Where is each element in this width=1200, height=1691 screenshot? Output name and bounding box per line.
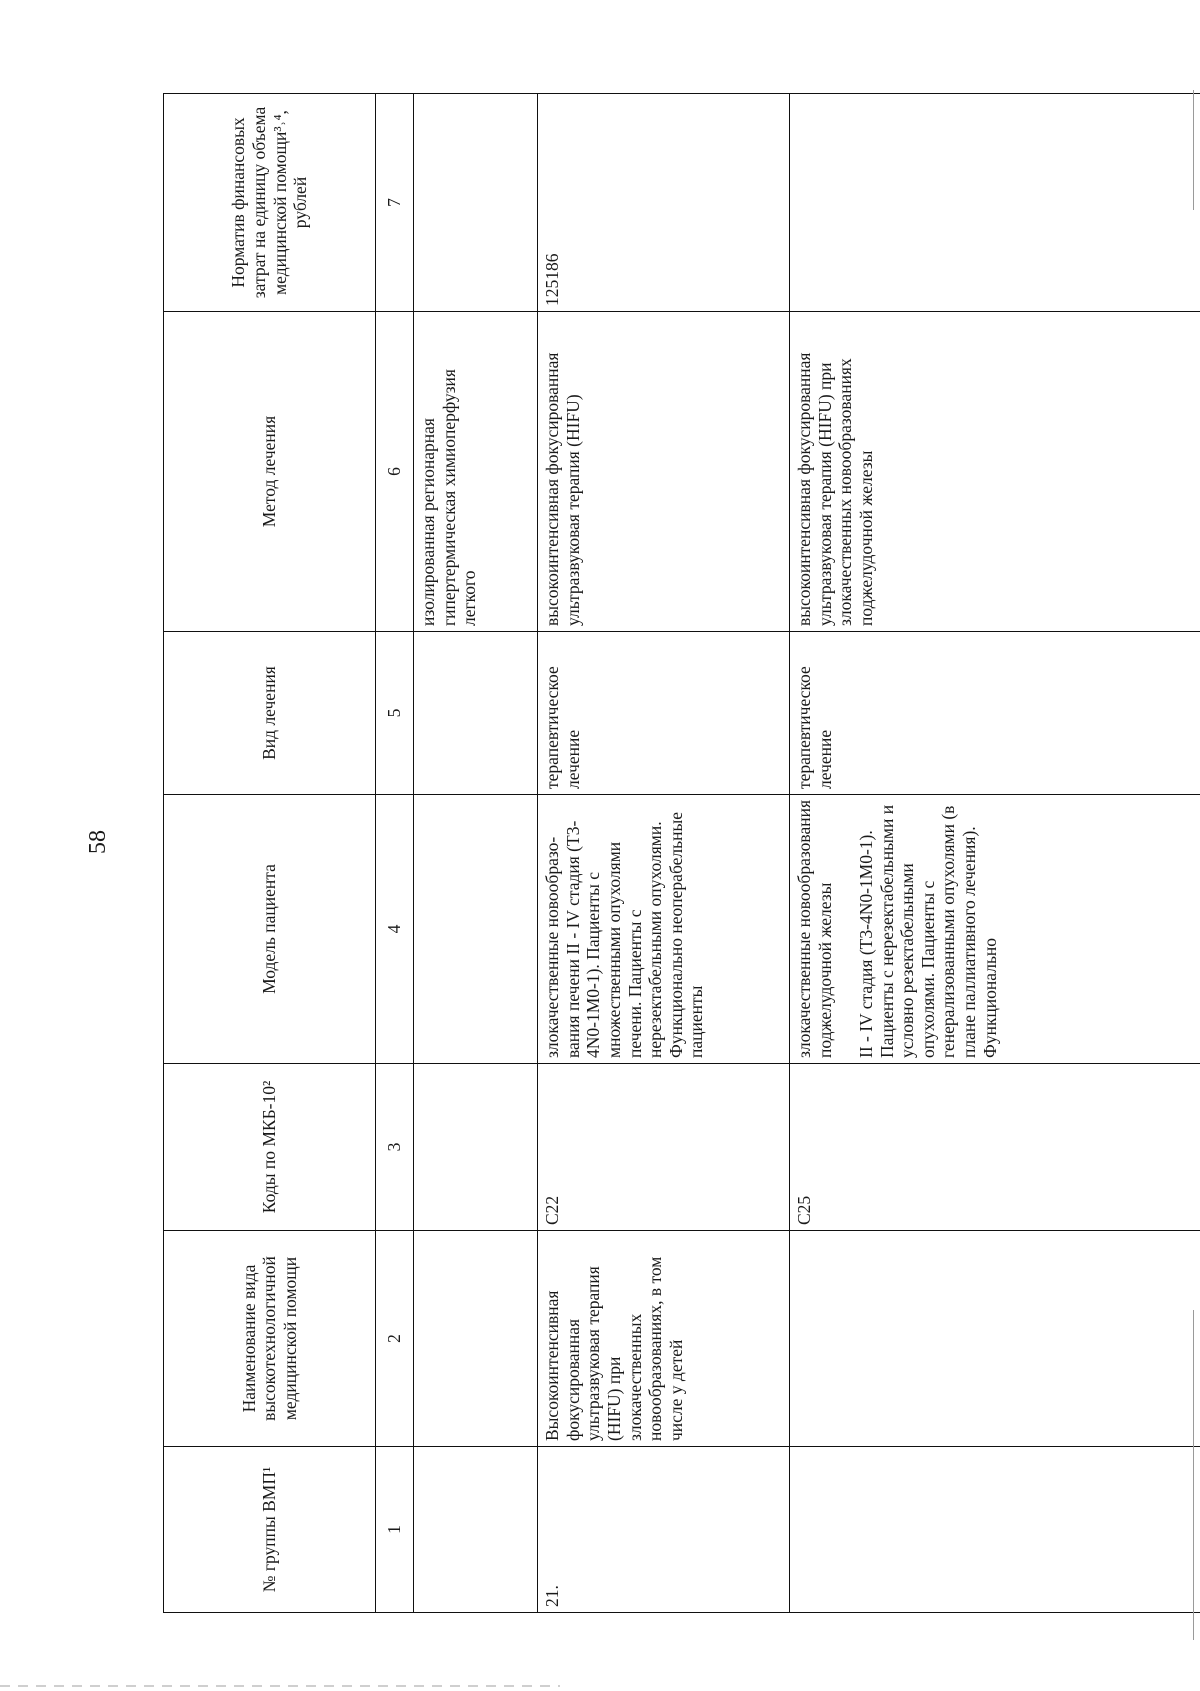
table-cell — [414, 94, 538, 312]
header-patient-model: Модель пациента — [164, 795, 376, 1064]
treatment-method-cell: высокоинтенсивная фокусированная ультразвуковая терапия (HIFU) — [538, 312, 790, 632]
header-group-number: № группы ВМП¹ — [164, 1447, 376, 1613]
treatment-method-cell: изолированная регионарная гипертермическая химиоперфузия легкого — [414, 312, 538, 632]
column-number-row — [376, 94, 414, 1613]
treatment-type-cell: терапевтическое лечение — [538, 632, 790, 795]
table-cell — [414, 1231, 538, 1447]
group-number-cell: 21. — [538, 1447, 790, 1613]
treatment-type-cell: терапевтическое лечение — [790, 632, 1200, 795]
table-cell — [414, 1447, 538, 1613]
header-icd-codes: Коды по МКБ-10² — [164, 1064, 376, 1231]
header-treatment-method: Метод лечения — [164, 312, 376, 632]
patient-model-text: злокачественные новообразования поджелудочной железы — [794, 800, 835, 1058]
group-number-cell — [790, 1447, 1200, 1613]
scan-edge-mark — [0, 1685, 560, 1687]
patient-model-cell — [790, 795, 1200, 1064]
header-row — [164, 94, 376, 1613]
table-cell — [414, 795, 538, 1064]
scan-edge-mark — [1193, 1310, 1194, 1640]
table-row — [538, 94, 790, 1613]
column-number: 7 — [376, 94, 414, 312]
cost-standard-cell: 125186 — [538, 94, 790, 312]
cost-standard-cell — [790, 94, 1200, 312]
vmp-name-cell — [790, 1231, 1200, 1447]
treatment-method-cell: высокоинтенсивная фокусированная ультразвуковая терапия (HIFU) при злокачественных новообразованиях поджелудочной железы — [790, 312, 1200, 632]
paragraph-gap — [835, 800, 856, 1058]
column-number: 1 — [376, 1447, 414, 1613]
column-number: 6 — [376, 312, 414, 632]
table-cell — [414, 1064, 538, 1231]
vmp-table — [163, 93, 1200, 1613]
icd-code-cell: C25 — [790, 1064, 1200, 1231]
patient-model-cell: злокачественные новообразо-вания печени II - IV стадия (T3-4N0-1M0-1). Пациенты с множественными опухолями печени. Пациенты с нерезектабельными опухолями. Функционально неоперабельные пациенты — [538, 795, 790, 1064]
page-number: 58 — [85, 830, 111, 854]
table-row — [414, 94, 538, 1613]
scan-edge-mark — [1193, 90, 1194, 210]
header-treatment-type: Вид лечения — [164, 632, 376, 795]
table-cell — [414, 632, 538, 795]
header-cost-standard: Норматив финансовых затрат на единицу объема медицинской помощи³˒⁴, рублей — [164, 94, 376, 312]
icd-code-cell: C22 — [538, 1064, 790, 1231]
vmp-name-cell: Высокоинтенсивная фокусированная ультразвуковая терапия (HIFU) при злокачественных новообразованиях, в том числе у детей — [538, 1231, 790, 1447]
patient-model-text: II - IV стадия (T3-4N0-1M0-1). Пациенты с нерезектабельными и условно резектабельными опухолями. Пациенты с генерализованными опухолями (в плане паллиативного лечения). Функционально — [855, 804, 1000, 1058]
column-number: 5 — [376, 632, 414, 795]
header-vmp-name: Наименование вида высокотехнологичной медицинской помощи — [164, 1231, 376, 1447]
column-number: 3 — [376, 1064, 414, 1231]
column-number: 4 — [376, 795, 414, 1064]
rotated-page-content — [163, 94, 1200, 1613]
table-row — [790, 94, 1200, 1613]
column-number: 2 — [376, 1231, 414, 1447]
